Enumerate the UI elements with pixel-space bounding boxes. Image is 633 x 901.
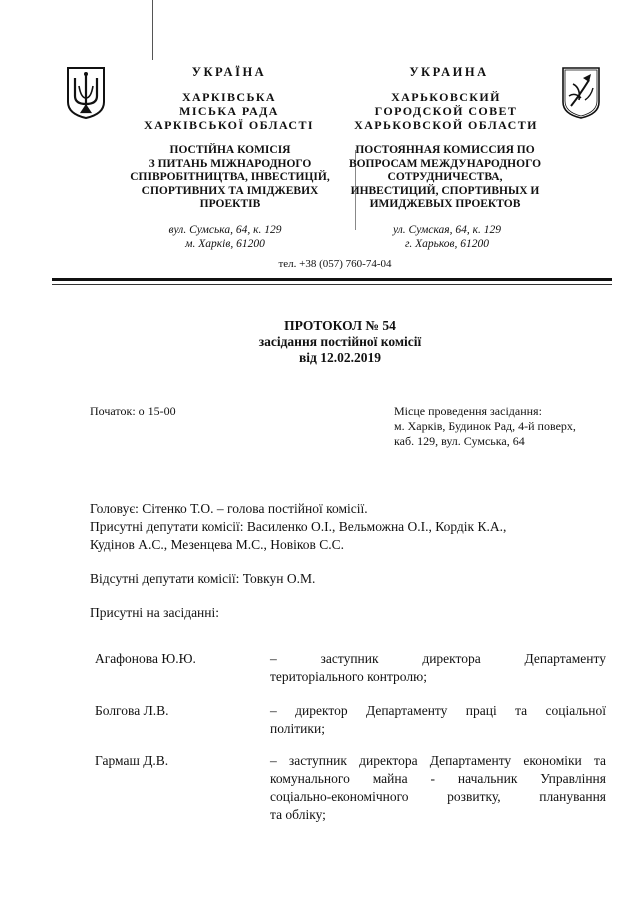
meeting-venue: [394, 404, 604, 449]
role-line: – директор Департаменту праці та соціальної: [270, 703, 606, 718]
protocol-title: ПРОТОКОЛ № 54: [284, 318, 396, 333]
address-line: вул. Сумська, 64, к. 129: [168, 224, 282, 236]
commission-line: ИМИДЖЕВЫХ ПРОЕКТОВ: [369, 198, 521, 210]
council-line: ГОРОДСКОЙ СОВЕТ: [374, 104, 518, 118]
attendee-role: [270, 702, 606, 738]
present-deputies-line: Кудінов А.С., Мезенцева М.С., Новіков С.С.: [90, 537, 345, 552]
commission-line: СПОРТИВНИХ ТА ІМІДЖЕВИХ: [141, 184, 319, 197]
council-line: ХАРКІВСЬКОЇ ОБЛАСТІ: [144, 118, 314, 132]
commission-line: ВОПРОСАМ МЕЖДУНАРОДНОГО: [348, 157, 542, 170]
venue-line: Місце проведення засідання:: [394, 404, 542, 418]
chair-line: Головує: Сітенко Т.О. – голова постійної комісії.: [90, 501, 368, 516]
role-line: – заступник директора Департаменту економіки та: [270, 753, 606, 768]
protocol-heading: [200, 318, 480, 366]
kharkiv-coat-of-arms-icon: [561, 66, 601, 120]
council-line: ХАРЬКОВСКОЙ ОБЛАСТИ: [354, 118, 538, 132]
role-line: – заступник директора Департаменту: [270, 651, 606, 666]
header-right-council: [338, 90, 554, 132]
address-line: м. Харків, 61200: [185, 238, 265, 250]
header-right-country: УКРАИНА: [409, 65, 489, 79]
attendee-role: [270, 650, 606, 686]
commission-line: СПІВРОБІТНИЦТВА, ІНВЕСТИЦІЙ,: [130, 171, 330, 183]
attendee-name: Гармаш Д.В.: [95, 753, 169, 768]
protocol-date: від 12.02.2019: [299, 350, 381, 365]
council-line: МІСЬКА РАДА: [179, 104, 279, 118]
role-line: соціально-економічного розвитку, планування: [270, 789, 606, 804]
role-line: та обліку;: [270, 807, 326, 822]
present-deputies-line: Присутні депутати комісії: Василенко О.І., Вельможна О.І., Кордік К.А.,: [90, 519, 507, 534]
commission-line: ПРОЕКТІВ: [199, 198, 261, 210]
header-divider-thick: [52, 278, 612, 281]
absent-deputies-line: Відсутні депутати комісії: Товкун О.М.: [90, 571, 316, 586]
header-left-country: УКРАЇНА: [191, 65, 267, 79]
header-left-council: [130, 90, 328, 132]
venue-line: м. Харків, Будинок Рад, 4-й поверх,: [394, 419, 576, 433]
header-left-commission: [128, 144, 332, 212]
scan-artifact-line: [152, 0, 153, 60]
commission-line: ПОСТОЯННАЯ КОМИССИЯ ПО: [355, 144, 535, 156]
header-divider-thin: [52, 284, 612, 285]
header-left-address: [150, 223, 300, 251]
role-line: політики;: [270, 721, 325, 736]
commission-line: ИНВЕСТИЦИЙ, СПОРТИВНЫХ И: [350, 184, 540, 197]
address-line: ул. Сумская, 64, к. 129: [392, 224, 502, 236]
attendee-name: Болгова Л.В.: [95, 703, 169, 718]
commission-line: З ПИТАНЬ МІЖНАРОДНОГО: [148, 157, 312, 170]
attendee-role: [270, 752, 606, 824]
role-line: територіального контролю;: [270, 669, 427, 684]
commission-line: СОТРУДНИЧЕСТВА,: [387, 171, 503, 183]
role-line: комунального майна - начальник Управління: [270, 771, 606, 786]
meeting-start-time: Початок: о 15-00: [90, 404, 176, 418]
header-phone: тел. +38 (057) 760-74-04: [278, 258, 392, 270]
attendee-name: Агафонова Ю.Ю.: [95, 651, 196, 666]
address-line: г. Харьков, 61200: [404, 238, 490, 250]
commission-line: ПОСТІЙНА КОМІСІЯ: [169, 144, 291, 156]
venue-line: каб. 129, вул. Сумська, 64: [394, 434, 525, 448]
council-line: ХАРЬКОВСКИЙ: [391, 90, 501, 104]
header-right-address: [372, 223, 522, 251]
protocol-subtitle: засідання постійної комісії: [258, 334, 422, 349]
header-right-commission: [338, 144, 552, 212]
council-line: ХАРКІВСЬКА: [181, 90, 276, 104]
attendees-label: Присутні на засіданні:: [90, 605, 220, 620]
trident-emblem-icon: [66, 66, 106, 120]
